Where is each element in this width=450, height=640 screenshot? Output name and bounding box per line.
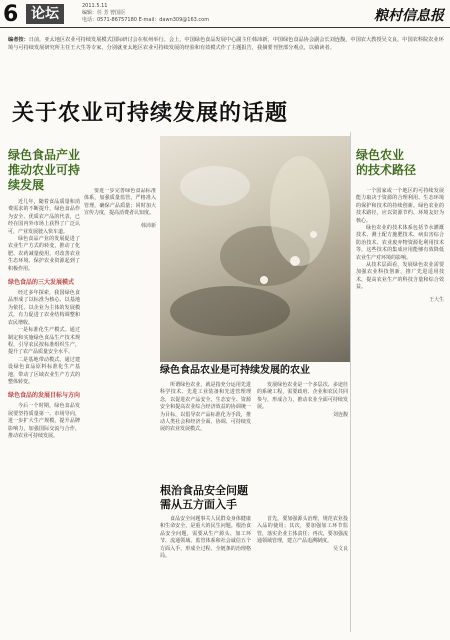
article1-p3: 经过多年探索，我国绿色食品形成了以标准为核心、以基地为依托、以企业为主体的发展模式，有力促进了农业结构调整和农民增收。 (8, 290, 80, 326)
article1-body-2 (8, 290, 80, 386)
issue-editor: 编辑：任 芳 曾国臣 (82, 10, 126, 16)
article1-body-3 (8, 403, 80, 440)
article-green-food-col2 (84, 188, 156, 628)
article1-heading-1: 绿色食品产业 (8, 148, 80, 162)
editor-note-text: 日前，亚太地区农业可持续发展模式国际研讨会在杭州举行。会上，中国绿色食品发展中心副主任韩沛新，中国绿色食品协会副会长刘连馥，中国农大教授吴文良，中国农科院农业环境与可持续发展研究所主任王大生等专家，分别就亚太地区农业可持续发展的经验和有效模式作了主题报告，我摘要刊登部分观点，以飨读者。 (8, 37, 444, 51)
article3-p2: 首先，要加强源头治理，规范农业投入品的使用；其次，要加强加工环节监管，落实企业主体责任；再次，要加强流通领域管理，建立产品追溯制度。 (257, 516, 348, 545)
article4-p1: 一个国家或一个地区的可持续发展能力取决于资源的合理利用、生态环境的保护和技术的持续创新。绿色农业的技术路径，应以资源节约、环境友好为核心。 (356, 188, 444, 224)
section-label: 论坛 (26, 4, 64, 24)
editor-note (8, 36, 446, 52)
article1-p2: 绿色食品产业的发展促进了农业生产方式的转变，推动了化肥、农药减量使用，对改善农业生态环境、保护农业资源起到了积极作用。 (8, 236, 80, 272)
issue-date: 2011.5.11 (82, 3, 108, 9)
article1-p6: 今后一个时期，绿色食品发展要坚持质量第一、市场导向，进一步扩大生产规模，提升品牌影响力，加强国际交流与合作，推动农业可持续发展。 (8, 403, 80, 439)
article3-body (160, 516, 348, 560)
page-header (0, 0, 450, 32)
article2-p2: 发展绿色农业是一个多层次、多途径的系统工程，需要政府、企业和农民共同参与，形成合力，推动农业全面可持续发展。 (257, 382, 348, 411)
article-green-agriculture (160, 364, 348, 479)
article-food-safety (160, 484, 348, 634)
page-number: 6 (3, 2, 19, 27)
article1-body-4 (84, 188, 156, 218)
article4-p3: 从技术层面看，发展绿色农业需要加强农业科技创新，推广先进适用技术，提高农业生产的科技含量和综合效益。 (356, 262, 444, 291)
article1-byline: 韩沛新 (140, 222, 156, 229)
article4-p2: 绿色农业的技术体系包括节水灌溉技术、测土配方施肥技术、病虫害综合防治技术、农业废弃物资源化利用技术等，这些技术的集成应用能够有效降低农业生产对环境的影响。 (356, 225, 444, 261)
article2-heading: 绿色食品农业是可持续发展的农业 (160, 365, 310, 376)
article4-byline: 王大生 (428, 296, 444, 303)
article-green-food-col1 (8, 148, 80, 628)
article1-p4: 一是标准化生产模式。通过制定和实施绿色食品生产技术规程，引导农民按标准组织生产，提升了农产品质量安全水平。 (8, 327, 80, 356)
newspaper-masthead: 粮村信息报 (374, 8, 444, 24)
article1-p5: 二是基地带动模式。通过建设绿色食品原料标准化生产基地，带动了区域农业生产方式的整体转变。 (8, 356, 80, 385)
article3-heading-1: 根治食品安全问题 (160, 484, 248, 497)
article1-subhead-1: 绿色食品的三大发展模式 (8, 279, 75, 287)
article4-heading-2: 的技术路径 (356, 163, 417, 177)
issue-contact: 电话：0571-86757180 E-mail：dawn309@163.com (82, 17, 210, 23)
article2-p1: 所谓绿色农业，就是指充分运用先进科学技术、先进工业装备和先进管理理念，以促进农产品安全、生态安全、资源安全和提高农业综合经济效益的协调统一为目标，以倡导农产品标准化为手段，推动人类社会和经济全面、协调、可持续发展的农业发展模式。 (160, 382, 251, 433)
main-headline: 关于农业可持续发展的话题 (12, 101, 289, 126)
article1-heading-2: 推动农业可持续发展 (8, 163, 80, 192)
article1-intro: 近几年，随着食品质量和消费需求的不断提升，绿色食品作为安全、优质农产品的代表，已经在国内外市场上获得了广泛认可，产业发展驶入快车道。 (8, 199, 80, 235)
article4-heading-1: 绿色农业 (356, 148, 405, 162)
article3-heading-2: 需从五方面入手 (160, 498, 237, 511)
article3-byline: 吴文良 (332, 545, 348, 552)
article1-subhead-2: 绿色食品的发展目标与方向 (8, 392, 80, 400)
article3-p1: 食品安全问题事关人民群众身体健康和生命安全，是重大的民生问题。根治食品安全问题，需要从生产源头、加工环节、流通领域、监管体系和社会诚信五个方面入手，形成全过程、全链条的治理格局。 (160, 516, 251, 560)
article2-body (160, 382, 348, 434)
issue-meta (82, 3, 209, 24)
article2-byline: 刘连馥 (332, 411, 348, 418)
article1-body-1 (8, 199, 80, 273)
column-divider (350, 132, 351, 632)
feature-photo (160, 136, 350, 362)
article1-p7: 要进一步完善绿色食品标准体系，加强质量监管，严格准入管理，确保产品质量；同时加大宣传力度，提高消费者认知度。 (84, 188, 156, 217)
article-tech-path (356, 148, 444, 634)
editor-note-label: 编者按： (8, 37, 29, 43)
header-divider (0, 27, 450, 28)
article4-body (356, 188, 444, 292)
